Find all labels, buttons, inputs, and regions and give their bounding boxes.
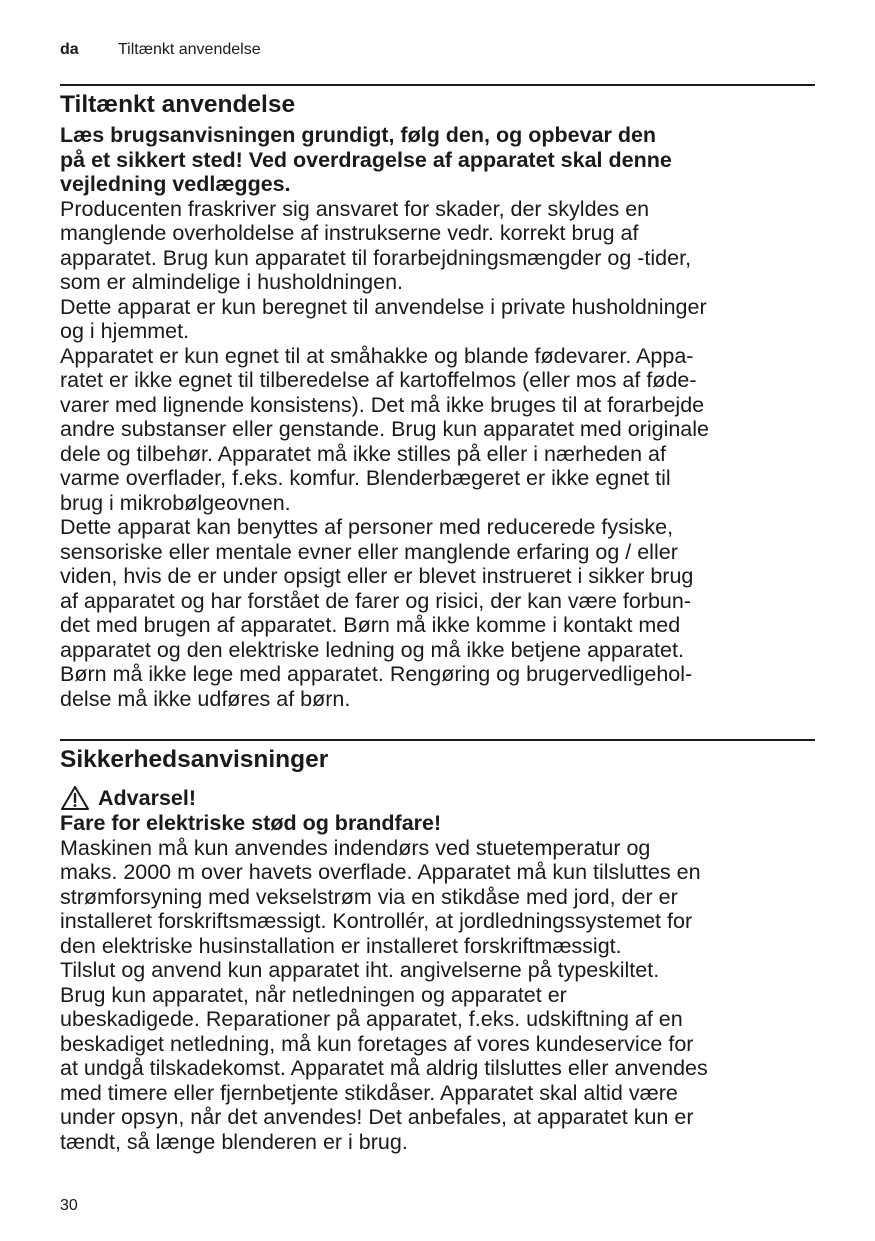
section-heading: Sikkerhedsanvisninger xyxy=(60,746,329,773)
persons-paragraph: Dette apparat kan benyttes af personer med reducerede fysiske, sensoriske eller mentale evner eller manglende erfaring og / eller viden, hvis de er under opsigt eller er blevet instrueret i sikker brug af apparatet og har forstået de farer og risici, der kan være forbun- det med brugen af apparatet. Børn må ikke komme i kontakt med apparatet og den elektriske ledning og må ikke betjene apparatet. Børn må ikke lege med apparatet. Rengøring og brugervedligehol- delse må ikke udføres af børn. xyxy=(60,515,694,711)
usage-paragraph: Apparatet er kun egnet til at småhakke og blande fødevarer. Appa- ratet er ikke egnet til tilberedelse af kartoffelmos (eller mos af føde- varer med lignende konsistens). Det må ikke bruges til at forarbejde andre substanser eller genstande. Brug kun apparatet med originale dele og tilbehør. Apparatet må ikke stilles på eller i nærheden af varme overflader, f.eks. komfur. Blenderbægeret er ikke egnet til brug i mikrobølgeovnen. xyxy=(60,343,709,515)
manual-page xyxy=(60,0,815,1241)
intro-paragraph: Læs brugsanvisningen grundigt, følg den, og opbevar den på et sikkert sted! Ved overdragelse af apparatet skal denne vejledning vedlægges. xyxy=(60,123,672,196)
warning-label: Advarsel! xyxy=(98,786,196,810)
warning-title xyxy=(60,785,815,811)
section-safety xyxy=(60,745,815,1154)
page-number: 30 xyxy=(60,1197,78,1214)
power-supply-paragraph: Maskinen må kun anvendes indendørs ved stuetemperatur og maks. 2000 m over havets overflade. Apparatet må kun tilsluttes en strømforsyning med vekselstrøm via en stikdåse med jord, der er installeret forskriftsmæssigt. Kontrollér, at jordledningssystemet for den elektriske husinstallation er installeret forskriftmæssigt. xyxy=(60,835,701,958)
running-header-title: Tiltænkt anvendelse xyxy=(118,41,261,58)
section-intended-use xyxy=(60,90,815,711)
liability-paragraph: Producenten fraskriver sig ansvaret for skader, der skyldes en manglende overholdelse af instrukserne vedr. korrekt brug af apparatet. Brug kun apparatet til forarbejdningsmængder og -tider, som er almindelige i husholdningen. xyxy=(60,196,692,294)
section-divider xyxy=(60,84,815,86)
language-code: da xyxy=(60,41,79,58)
warning-subtitle: Fare for elektriske stød og brandfare! xyxy=(60,811,442,835)
household-paragraph: Dette apparat er kun beregnet til anvendelse i private husholdninger og i hjemmet. xyxy=(60,294,707,343)
warning-triangle-icon xyxy=(60,785,90,811)
running-header xyxy=(60,40,261,60)
damage-paragraph: Brug kun apparatet, når netledningen og apparatet er ubeskadigede. Reparationer på apparatet, f.eks. udskiftning af en beskadiget netledning, må kun foretages af vores kundeservice for at undgå tilskadekomst. Apparatet må aldrig tilsluttes eller anvendes med timere eller fjernbetjente stikdåser. Apparatet skal altid være under opsyn, når det anvendes! Det anbefales, at apparatet kun er tændt, så længe blenderen er i brug. xyxy=(60,982,708,1154)
section-heading: Tiltænkt anvendelse xyxy=(60,91,296,118)
section-divider xyxy=(60,739,815,741)
rating-plate-paragraph: Tilslut og anvend kun apparatet iht. angivelserne på typeskiltet. xyxy=(60,958,660,982)
